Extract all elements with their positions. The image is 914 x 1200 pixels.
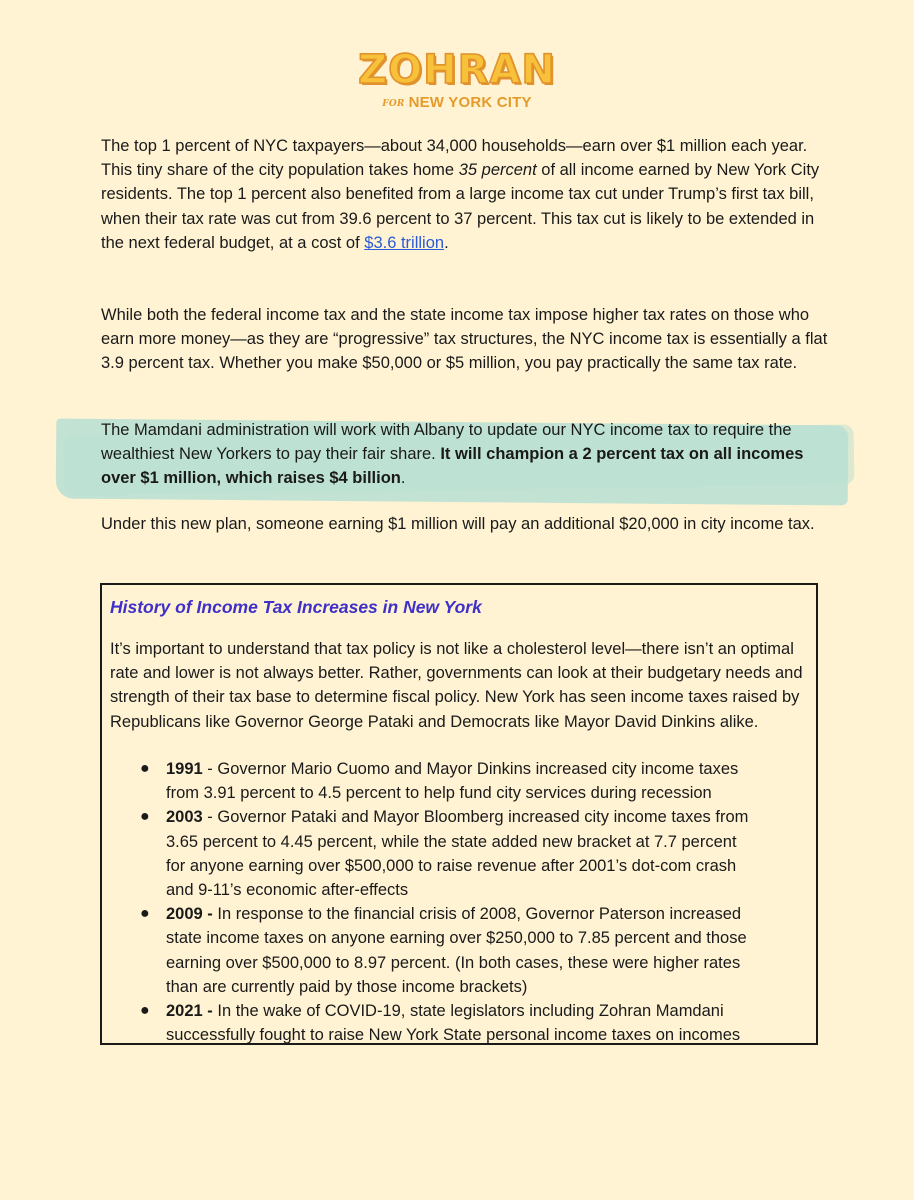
paragraph-flat-tax: While both the federal income tax and the state income tax impose higher tax rates on those who earn more money—as they are “progressive” tax structures, the NYC income tax is essentially a flat 3.9 percent tax. Whether you make $50,000 or $5 million, you pay practically the same tax rate.	[101, 306, 828, 373]
bullet-icon: ●	[140, 905, 150, 923]
timeline-text: - Governor Mario Cuomo and Mayor Dinkins increased city income taxes from 3.91 percent to 4.5 percent to help fund city services during recession	[166, 760, 739, 803]
trillion-link[interactable]: $3.6 trillion	[364, 233, 445, 252]
logo-subtitle	[0, 94, 914, 111]
logo-city: NEW YORK CITY	[408, 94, 532, 111]
bullet-icon: ●	[140, 760, 150, 777]
campaign-logo	[0, 48, 914, 111]
paragraph-end: .	[400, 469, 406, 488]
history-timeline	[102, 757, 814, 1045]
paragraph-text: The top 1 percent of NYC taxpayers—about 34,000 households—earn over $1 million each year. This tiny share of the city population takes home	[101, 137, 808, 180]
bullet-icon: ●	[140, 1002, 150, 1020]
paragraph-text: of all income earned by New York City residents. The top 1 percent also benefited from a large income tax cut under Trump’s first tax bill, when their tax rate was cut from 39.6 percent to 37 percent. This tax cut is likely to be extended in the next federal budget, at a cost of	[101, 161, 820, 252]
history-box-title: History of Income Tax Increases in New York	[110, 597, 482, 617]
timeline-year: 2003	[166, 808, 203, 827]
timeline-item-1991	[102, 757, 756, 805]
timeline-item-2003	[102, 805, 756, 902]
paragraph-top-one-percent	[101, 134, 831, 255]
timeline-item-2009	[102, 902, 756, 999]
bullet-icon: ●	[140, 808, 150, 826]
paragraph-impact: Under this new plan, someone earning $1 million will pay an additional $20,000 in city income tax.	[101, 515, 815, 533]
logo-wordmark: ZOHRAN	[358, 47, 556, 93]
paragraph-proposal	[101, 418, 831, 491]
timeline-item-2021	[102, 999, 756, 1045]
timeline-year: 1991	[166, 760, 203, 778]
timeline-text: In the wake of COVID-19, state legislators including Zohran Mamdani successfully fought to raise New York State personal income taxes on incomes	[166, 1002, 741, 1045]
paragraph-text: The Mamdani administration will work with Albany to update our NYC income tax to require the wealthiest New Yorkers to pay their fair share.	[101, 421, 792, 464]
proposal-bold: It will champion a 2 percent tax on all incomes over $1 million, which raises $4 billion	[101, 445, 804, 488]
timeline-year: 2009 -	[166, 905, 213, 924]
emphasis-35-percent: 35 percent	[458, 161, 537, 180]
timeline-text: - Governor Pataki and Mayor Bloomberg increased city income taxes from 3.65 percent to 4.45 percent, while the state added new bracket at 7.7 percent for anyone earning over $500,000 to raise revenue after 2001’s dot-com crash and 9-11’s economic after-effects	[166, 808, 749, 900]
history-box-intro: It’s important to understand that tax policy is not like a cholesterol level—there isn’t an optimal rate and lower is not always better. Rather, governments can look at their budgetary needs and strength of their tax base to determine fiscal policy. New York has seen income taxes raised by Republicans like Governor George Pataki and Democrats like Mayor David Dinkins alike.	[110, 640, 803, 731]
logo-for: FOR	[382, 99, 405, 109]
timeline-text: In response to the financial crisis of 2008, Governor Paterson increased state income taxes on anyone earning over $250,000 to 7.85 percent and those earning over $500,000 to 8.97 percent. (In both cases, these were higher rates than are currently paid by those income brackets)	[166, 905, 747, 996]
history-box	[100, 583, 818, 1045]
paragraph-end: .	[444, 233, 449, 252]
timeline-year: 2021 -	[166, 1002, 213, 1021]
